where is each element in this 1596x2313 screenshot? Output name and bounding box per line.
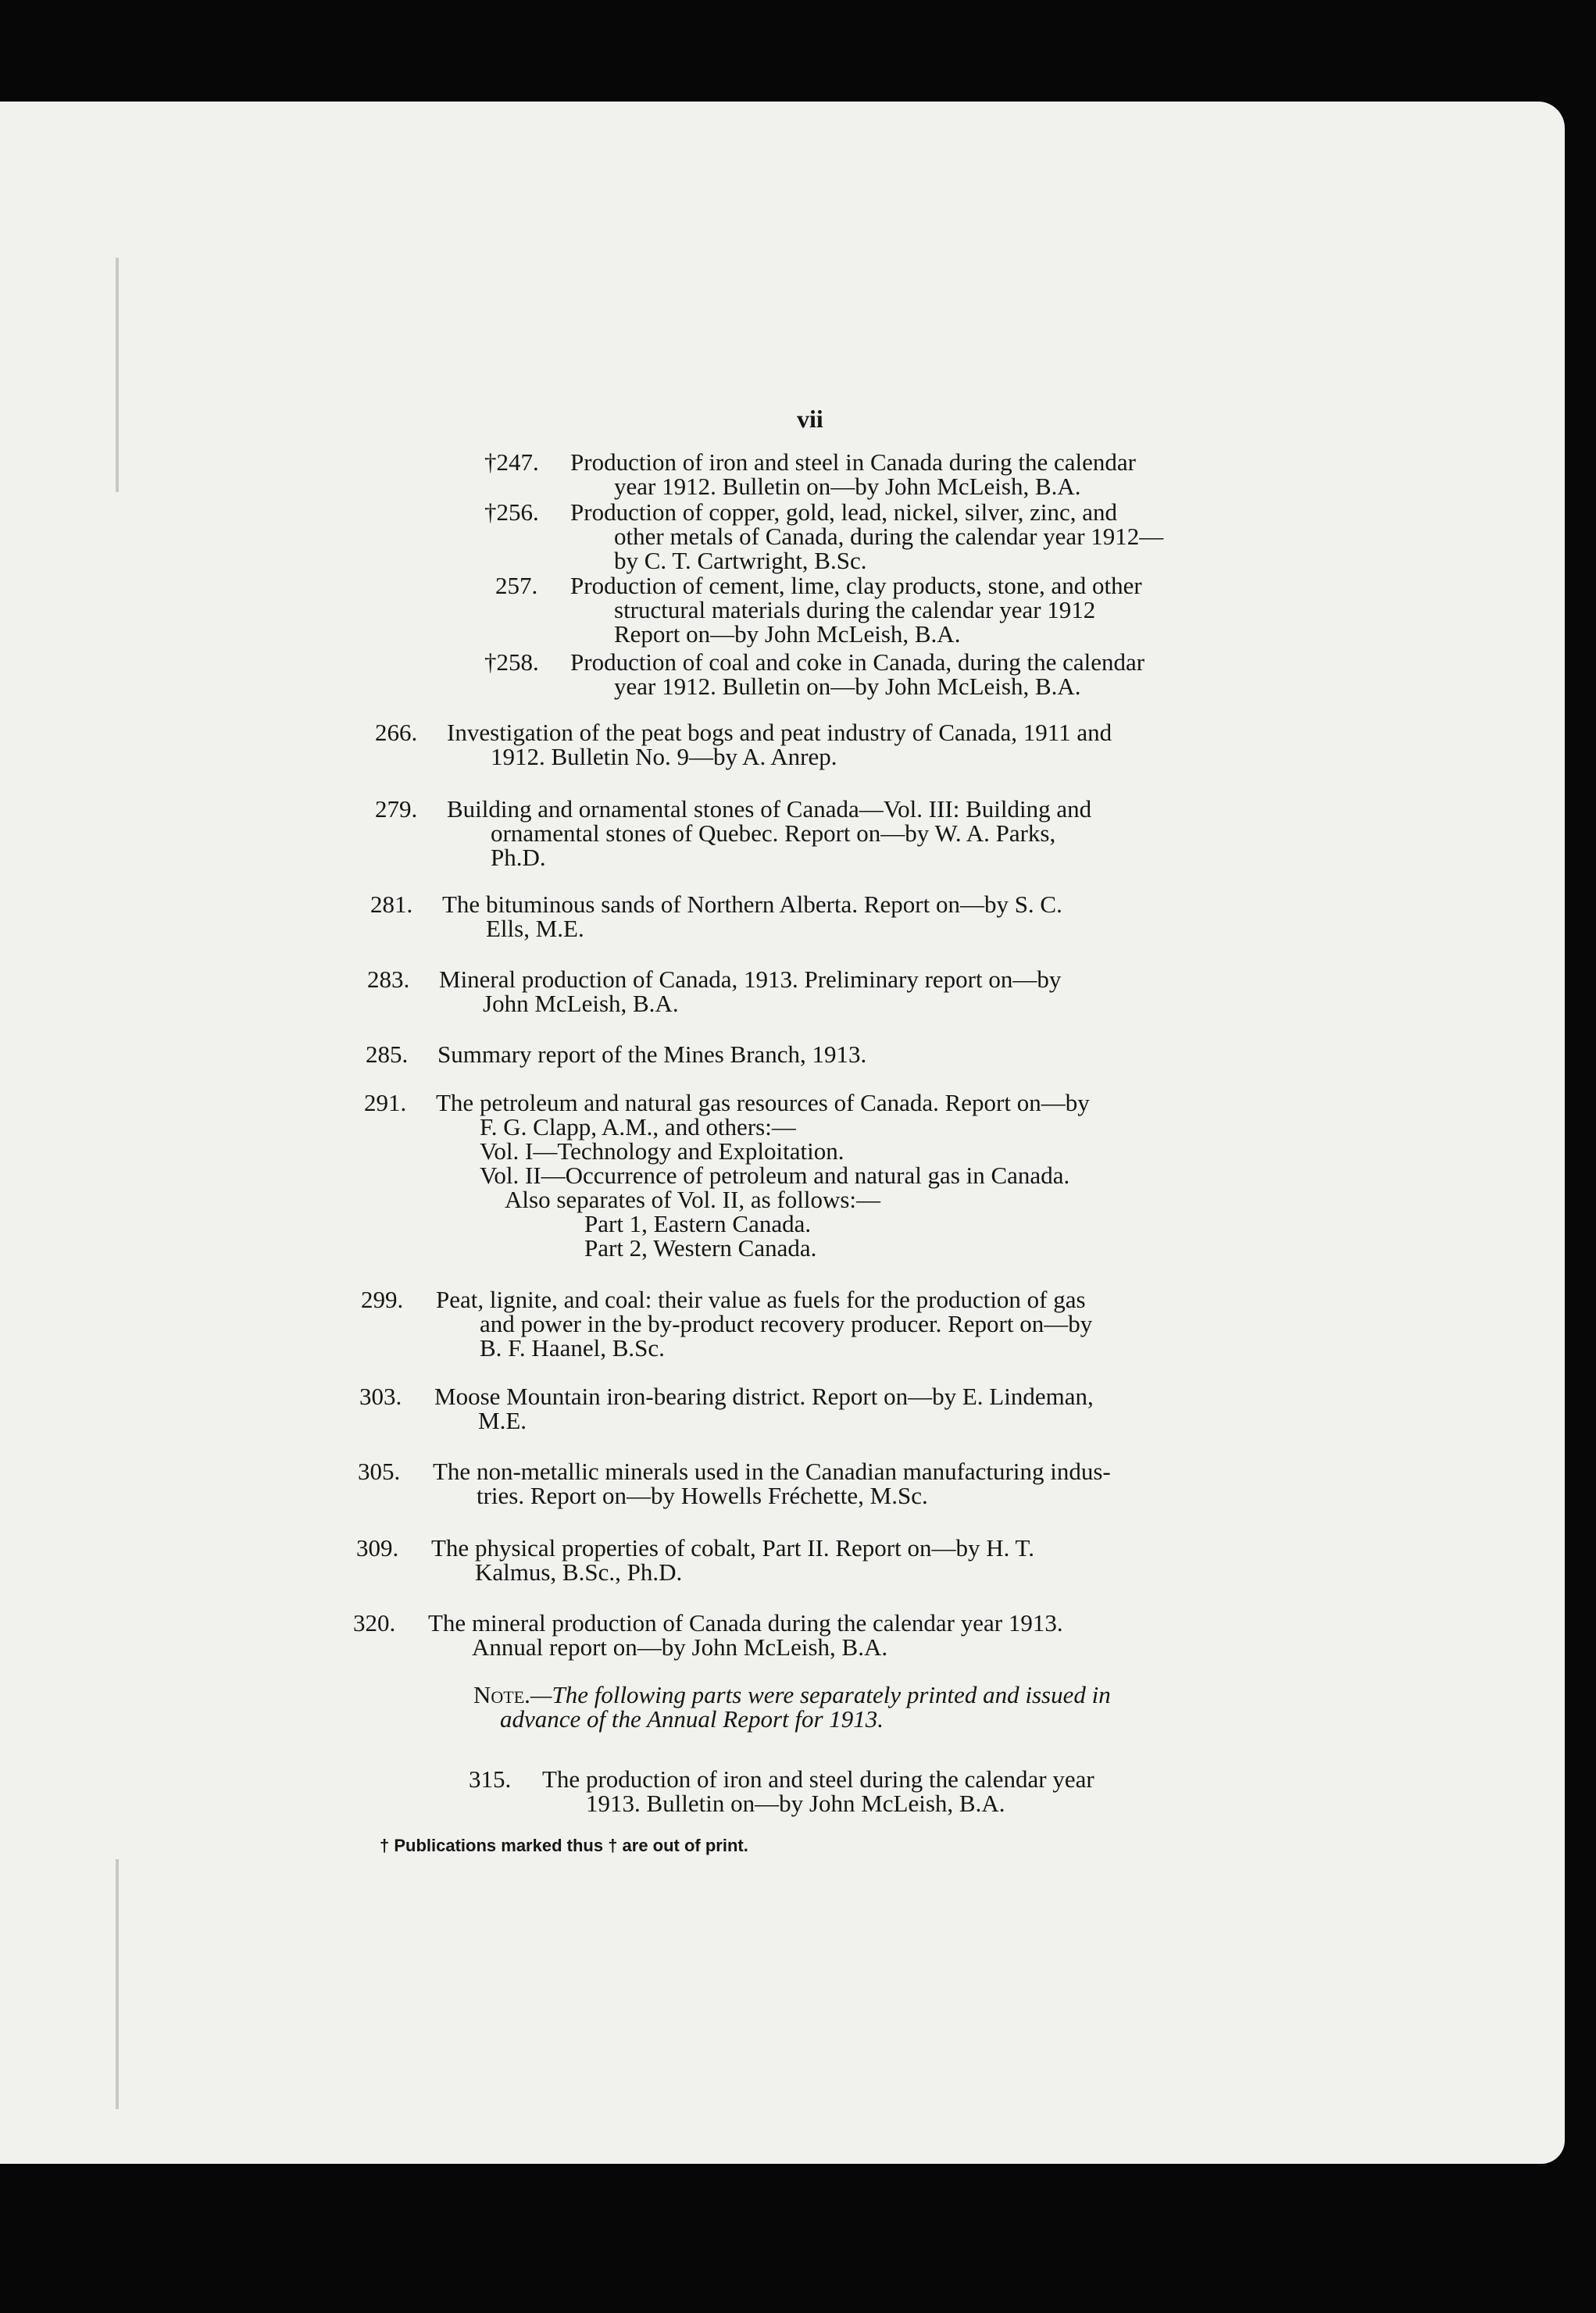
entry-text — [447, 720, 1112, 769]
note-label: Note. — [473, 1681, 530, 1708]
footnote: † Publications marked thus † are out of print. — [380, 1836, 748, 1855]
entry-text — [542, 1767, 1094, 1815]
entry-line: The petroleum and natural gas resources of Canada. Report on—by — [436, 1089, 1090, 1116]
entry-text — [570, 573, 1142, 646]
entry-text — [442, 892, 1062, 941]
entry-line: other metals of Canada, during the calendar year 1912— — [614, 523, 1164, 550]
entry-number: †258. — [484, 648, 539, 676]
entry-line: Peat, lignite, and coal: their value as fuels for the production of gas — [436, 1286, 1086, 1313]
entry-line: Vol. II—Occurrence of petroleum and natural gas in Canada. — [480, 1162, 1070, 1189]
entry-number: 281. — [370, 891, 413, 918]
entry-text — [570, 650, 1144, 698]
entry-line: Also separates of Vol. II, as follows:— — [505, 1186, 881, 1213]
entry-text — [436, 1287, 1092, 1360]
entry-line: Kalmus, B.Sc., Ph.D. — [475, 1558, 683, 1586]
entry-number: †247. — [484, 448, 539, 476]
entry-number: 315. — [469, 1765, 512, 1793]
entry-number: 291. — [364, 1089, 407, 1116]
entry-text — [436, 1090, 1090, 1260]
entry-line: Moose Mountain iron-bearing district. Report on—by E. Lindeman, — [434, 1383, 1094, 1410]
entry-number: 299. — [361, 1286, 404, 1313]
page-edge-mark — [116, 258, 119, 492]
entry-line: Summary report of the Mines Branch, 1913. — [437, 1040, 867, 1068]
entry-number: 305. — [358, 1458, 401, 1485]
entry-text — [428, 1611, 1063, 1659]
entry-line: The physical properties of cobalt, Part II. Report on—by H. T. — [431, 1534, 1034, 1562]
note-text-line2: advance of the Annual Report for 1913. — [500, 1705, 884, 1733]
entry-number: 257. — [495, 572, 538, 599]
entry-text — [570, 450, 1136, 498]
entry-line: Building and ornamental stones of Canada—Vol. III: Building and — [447, 795, 1092, 823]
entry-line: The non-metallic minerals used in the Canadian manufacturing indus- — [433, 1458, 1111, 1485]
entry-text — [434, 1384, 1094, 1433]
entry-line: Production of iron and steel in Canada during the calendar — [570, 448, 1136, 476]
entry-line: by C. T. Cartwright, B.Sc. — [614, 547, 867, 574]
page-number: vii — [797, 405, 823, 433]
entry-number: 283. — [367, 966, 410, 993]
entry-line: year 1912. Bulletin on—by John McLeish, B.A. — [614, 673, 1081, 700]
entry-text — [447, 797, 1091, 869]
entry-number: †256. — [484, 498, 539, 526]
entry-text — [437, 1042, 866, 1066]
entry-number: 303. — [359, 1383, 402, 1410]
note — [473, 1683, 1111, 1731]
entry-text — [439, 967, 1061, 1016]
entry-line: 1913. Bulletin on—by John McLeish, B.A. — [586, 1790, 1005, 1817]
page-edge-mark — [116, 1859, 119, 2109]
entry-line: year 1912. Bulletin on—by John McLeish, B.A. — [614, 473, 1081, 500]
entry-line: structural materials during the calendar year 1912 — [614, 596, 1096, 623]
entry-line: M.E. — [478, 1407, 527, 1434]
entry-line: The production of iron and steel during the calendar year — [542, 1765, 1094, 1793]
entry-line: Production of coal and coke in Canada, during the calendar — [570, 648, 1145, 676]
entry-number: 266. — [375, 719, 418, 746]
entry-number: 309. — [356, 1534, 399, 1562]
entry-line: Investigation of the peat bogs and peat industry of Canada, 1911 and — [447, 719, 1112, 746]
entry-line: Vol. I—Technology and Exploitation. — [480, 1137, 844, 1165]
entry-text — [433, 1459, 1111, 1508]
entry-text — [570, 500, 1163, 573]
entry-line: Annual report on—by John McLeish, B.A. — [472, 1633, 888, 1661]
entry-line: Ph.D. — [491, 844, 546, 871]
entry-line: The mineral production of Canada during the calendar year 1913. — [428, 1609, 1063, 1637]
entry-line: Part 1, Eastern Canada. — [584, 1210, 812, 1237]
entry-text — [431, 1536, 1034, 1584]
note-text-line1: —The following parts were separately printed and issued in — [530, 1681, 1111, 1708]
entry-line: The bituminous sands of Northern Alberta. Report on—by S. C. — [442, 891, 1062, 918]
entry-line: 1912. Bulletin No. 9—by A. Anrep. — [491, 743, 837, 770]
entry-line: Ells, M.E. — [486, 915, 584, 942]
entry-line: Part 2, Western Canada. — [584, 1234, 817, 1262]
entry-line: and power in the by-product recovery producer. Report on—by — [480, 1310, 1093, 1337]
entry-line: Production of cement, lime, clay products, stone, and other — [570, 572, 1142, 599]
entry-number: 279. — [375, 795, 418, 823]
entry-line: Mineral production of Canada, 1913. Preliminary report on—by — [439, 966, 1062, 993]
entry-line: Production of copper, gold, lead, nickel, silver, zinc, and — [570, 498, 1117, 526]
entry-number: 320. — [353, 1609, 396, 1637]
entry-number: 285. — [366, 1040, 409, 1068]
entry-line: Report on—by John McLeish, B.A. — [614, 620, 961, 648]
entry-line: F. G. Clapp, A.M., and others:— — [480, 1113, 796, 1140]
entry-line: ornamental stones of Quebec. Report on—by W. A. Parks, — [491, 819, 1056, 847]
entry-line: John McLeish, B.A. — [483, 990, 679, 1017]
entry-line: tries. Report on—by Howells Fréchette, M.Sc. — [477, 1482, 928, 1509]
entry-line: B. F. Haanel, B.Sc. — [480, 1334, 665, 1362]
